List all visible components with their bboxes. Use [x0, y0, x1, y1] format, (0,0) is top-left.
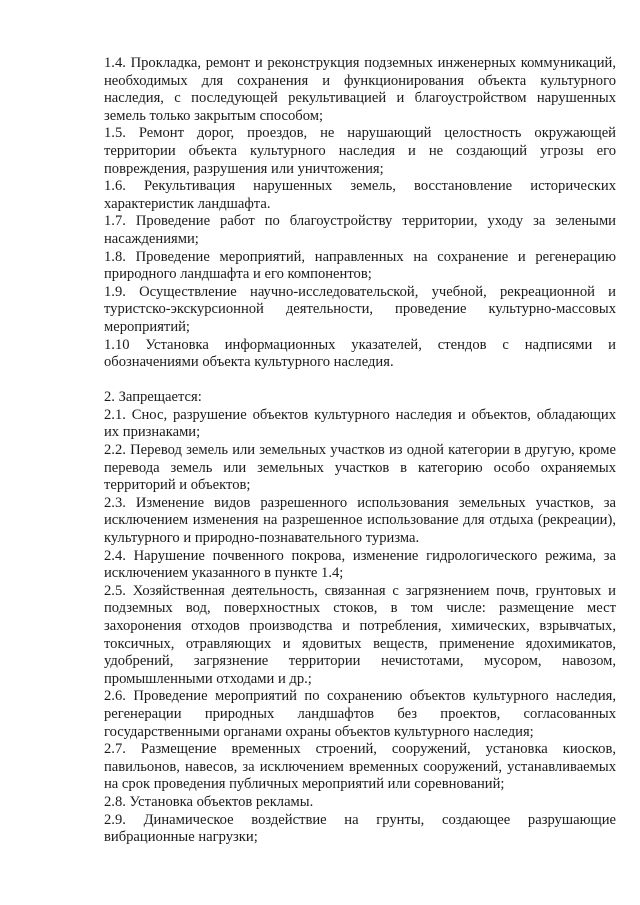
- item-2-3: 2.3. Изменение видов разрешенного использования земельных участков, за исключением изменения на разрешенное использование для отдыха (рекреации), культурного и природно-познавательного туризма.: [104, 494, 616, 547]
- item-2-5: 2.5. Хозяйственная деятельность, связанная с загрязнением почв, грунтовых и подземных вод, поверхностных стоков, в том числе: размещение мест захоронения отходов производства и потребления, химических, взрывчатых, токсичных, отравляющих и ядовитых веществ, применение ядохимикатов, удобрений, загрязнение территории нечистотами, мусором, навозом, промышленными отходами и др.;: [104, 582, 616, 687]
- item-2-9: 2.9. Динамическое воздействие на грунты, создающее разрушающие вибрационные нагрузки;: [104, 811, 616, 846]
- item-2-6: 2.6. Проведение мероприятий по сохранению объектов культурного наследия, регенерации природных ландшафтов без проектов, согласованных государственными органами охраны объектов культурного наследия;: [104, 688, 616, 740]
- item-1-7: 1.7. Проведение работ по благоустройству территории, уходу за зелеными насаждениями;: [104, 213, 616, 247]
- item-2-7: 2.7. Размещение временных строений, сооружений, установка киосков, павильонов, навесов, за исключением временных сооружений, устанавливаемых на срок проведения публичных мероприятий или соревнований;: [104, 741, 616, 793]
- item-2-2: 2.2. Перевод земель или земельных участков из одной категории в другую, кроме перевода земель или земельных участков в категорию особо охраняемых территорий и объектов;: [104, 442, 616, 494]
- item-1-6: 1.6. Рекультивация нарушенных земель, восстановление исторических характеристик ландшафта.: [104, 178, 616, 212]
- item-1-8: 1.8. Проведение мероприятий, направленных на сохранение и регенерацию природного ландшафта и его компонентов;: [104, 248, 616, 283]
- section-2-heading: 2. Запрещается:: [104, 389, 202, 406]
- item-2-1: 2.1. Снос, разрушение объектов культурного наследия и объектов, обладающих их признаками;: [104, 406, 616, 441]
- document-page: [104, 55, 616, 847]
- item-1-9: 1.9. Осуществление научно-исследовательской, учебной, рекреационной и туристско-экскурсионной деятельности, проведение культурно-массовых мероприятий;: [104, 283, 616, 335]
- paragraph-gap: [104, 372, 616, 390]
- item-1-4: 1.4. Прокладка, ремонт и реконструкция подземных инженерных коммуникаций, необходимых для сохранения и функционирования объекта культурного наследия, с последующей рекультивацией и благоустройством нарушенных земель только закрытым способом;: [104, 55, 616, 124]
- item-2-8: 2.8. Установка объектов рекламы.: [104, 793, 314, 810]
- item-1-5: 1.5. Ремонт дорог, проездов, не нарушающий целостность окружающей территории объекта культурного наследия и не создающий угрозы его повреждения, разрушения или уничтожения;: [104, 125, 616, 177]
- item-1-10: 1.10 Установка информационных указателей, стендов с надписями и обозначениями объекта культурного наследия.: [104, 336, 616, 371]
- item-2-4: 2.4. Нарушение почвенного покрова, изменение гидрологического режима, за исключением указанного в пункте 1.4;: [104, 547, 616, 582]
